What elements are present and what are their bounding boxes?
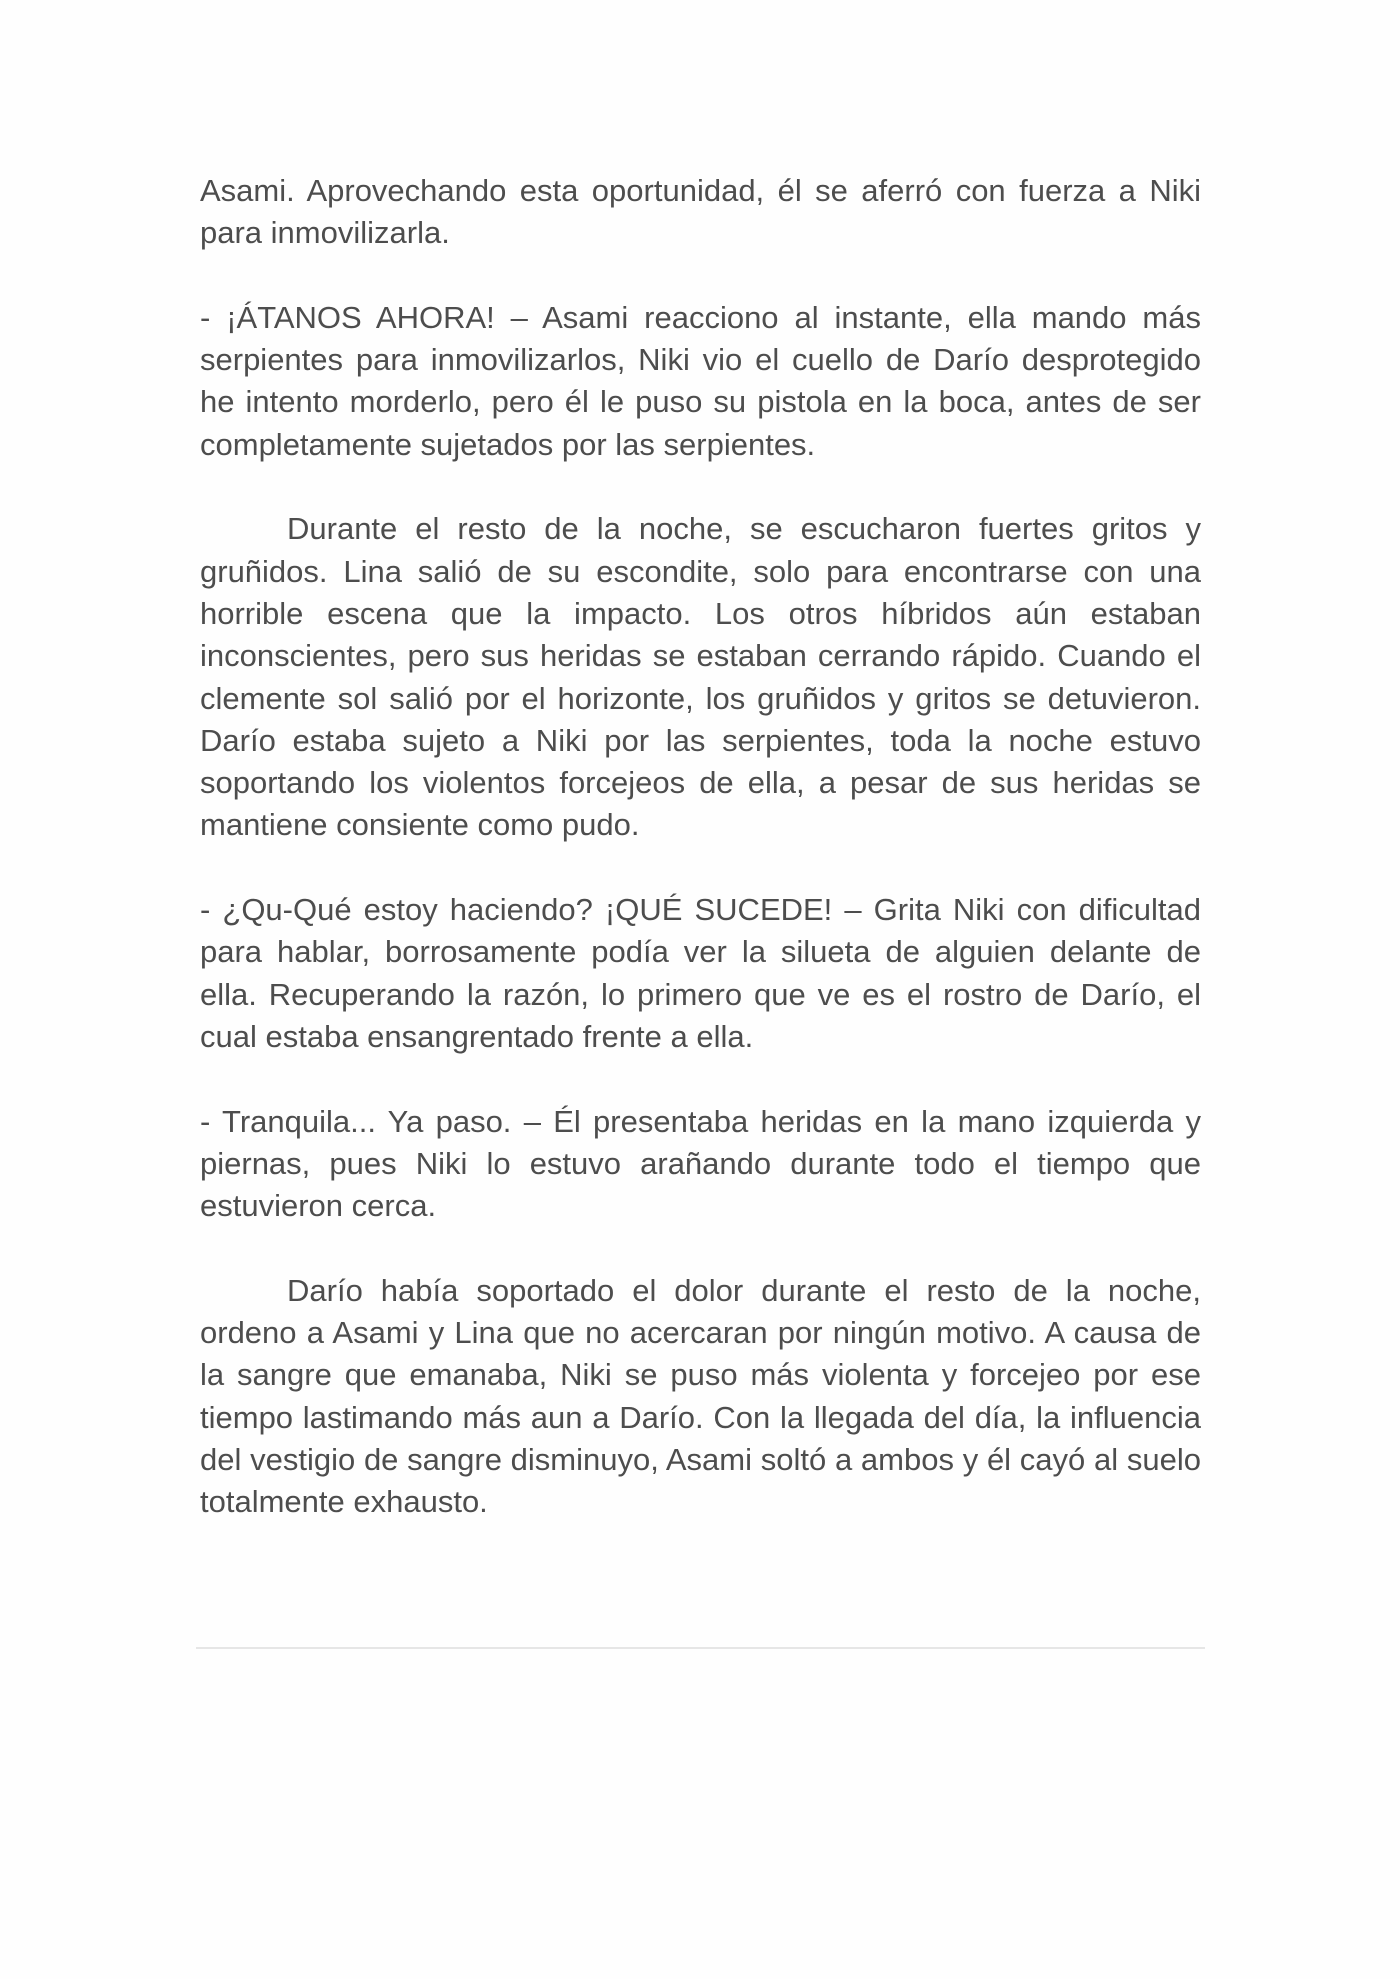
document-body: [200, 170, 1201, 1566]
paragraph-night-scene: Durante el resto de la noche, se escucharon fuertes gritos y gruñidos. Lina salió de su escondite, solo para encontrarse con una horrible escena que la impacto. Los otros híbridos aún estaban inconscientes, pero sus heridas se estaban cerrando rápido. Cuando el clemente sol salió por el horizonte, los gruñidos y gritos se detuvieron. Darío estaba sujeto a Niki por las serpientes, toda la noche estuvo soportando los violentos forcejeos de ella, a pesar de sus heridas se mantiene consiente como pudo.: [200, 511, 1201, 843]
footer-divider: [196, 1647, 1205, 1649]
paragraph-dialogue-niki: - ¿Qu-Qué estoy haciendo? ¡QUÉ SUCEDE! – Grita Niki con dificultad para hablar, borrosamente podía ver la silueta de alguien delante de ella. Recuperando la razón, lo primero que ve es el rostro de Darío, el cual estaba ensangrentado frente a ella.: [200, 892, 1201, 1054]
paragraph-dialogue-atanos: - ¡ÁTANOS AHORA! – Asami reacciono al instante, ella mando más serpientes para inmovilizarlos, Niki vio el cuello de Darío desprotegido he intento morderlo, pero él le puso su pistola en la boca, antes de ser completamente sujetados por las serpientes.: [200, 299, 1201, 462]
paragraph-continuation: Asami. Aprovechando esta oportunidad, él se aferró con fuerza a Niki para inmovilizarla.: [200, 173, 1201, 251]
paragraph-dialogue-tranquila: - Tranquila... Ya paso. – Él presentaba heridas en la mano izquierda y piernas, pues Niki lo estuvo arañando durante todo el tiempo que estuvieron cerca.: [200, 1103, 1201, 1224]
paragraph-dario-exhausted: Darío había soportado el dolor durante el resto de la noche, ordeno a Asami y Lina que no acercaran por ningún motivo. A causa de la sangre que emanaba, Niki se puso más violenta y forcejeo por ese tiempo lastimando más aun a Darío. Con la llegada del día, la influencia del vestigio de sangre disminuyo, Asami soltó a ambos y él cayó al suelo totalmente exhausto.: [200, 1272, 1201, 1520]
